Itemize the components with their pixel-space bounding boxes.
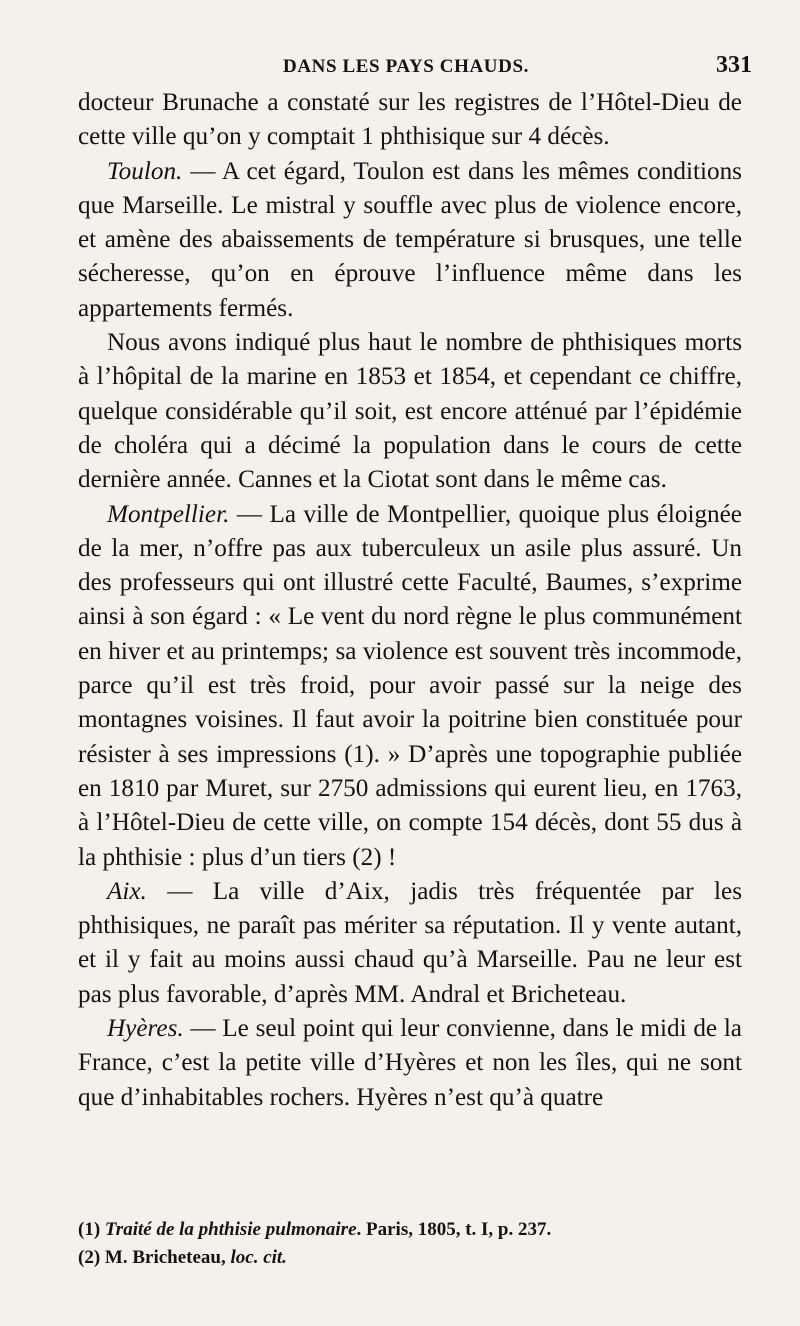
footnote-2-mark: (2) (78, 1247, 101, 1268)
footnote-1-title: Traité de la phthisie pulmonaire (104, 1219, 357, 1240)
footnote-1-mark: (1) (78, 1219, 101, 1240)
paragraph-montpellier-text: — La ville de Montpellier, quoique plus éloignée de la mer, n’offre pas aux tuberculeux un asile plus assuré. Un des professeurs qui ont illustré cette Faculté, Baumes, s’exprime ainsi à son égard : « Le vent du nord règne le plus communément en hiver et au printemps; sa violence est souvent très incommode, parce qu’il est très froid, pour avoir passé sur la neige des montagnes voisines. Il faut avoir la poitrine bien constituée pour résister à ses impressions (1). » D’après une topographie publiée en 1810 par Muret, sur 2750 admissions qui eurent lieu, en 1763, à l’Hôtel-Dieu de cette ville, on compte 154 décès, dont 55 dus à la phthisie : plus d’un tiers (2) ! (78, 500, 742, 871)
place-heading-hyeres: Hyères. (106, 1015, 184, 1043)
running-head (60, 48, 752, 82)
paragraph-hyeres-text: — Le seul point qui leur convienne, dans le midi de la France, c’est la petite ville d’Hyères et non les îles, qui ne sont que d’inhabitables rochers. Hyères n’est qu’à quatre (78, 1015, 742, 1111)
paragraph-phthisiques: Nous avons indiqué plus haut le nombre de phthisiques morts à l’hôpital de la marine en 1853 et 1854, et cependant ce chiffre, quelque considérable qu’il soit, est encore atténué par l’épidémie de choléra qui a décimé la population dans le cours de cette dernière année. Cannes et la Ciotat sont dans le même cas. (78, 329, 742, 494)
running-title: DANS LES PAYS CHAUDS. (283, 56, 529, 77)
place-heading-toulon: Toulon. (106, 157, 183, 185)
place-heading-aix: Aix. (106, 877, 147, 905)
footnote-1-rest: . Paris, 1805, t. I, p. 237. (356, 1219, 552, 1240)
paragraph-hyeres (78, 1012, 742, 1115)
paragraph-aix (78, 875, 742, 1012)
paragraph-continuation: docteur Brunache a constaté sur les registres de l’Hôtel-Dieu de cette ville qu’on y comptait 1 phthisique sur 4 décès. (78, 89, 742, 151)
body-text (78, 86, 742, 1115)
footnote-1 (78, 1216, 742, 1244)
footnote-2-author: M. Bricheteau, (104, 1247, 226, 1268)
footnotes (78, 1216, 742, 1272)
footnote-2-ref: loc. cit. (230, 1247, 287, 1268)
page-number: 331 (716, 52, 752, 78)
paragraph-aix-text: — La ville d’Aix, jadis très fréquentée par les phthisiques, ne paraît pas mériter sa réputation. Il y vente autant, et il y fait au moins aussi chaud qu’à Marseille. Pau ne leur est pas plus favorable, d’après MM. Andral et Bricheteau. (78, 877, 742, 1008)
footnote-2 (78, 1244, 742, 1272)
place-heading-montpellier: Montpellier. (106, 500, 230, 528)
paragraph-toulon (78, 155, 742, 326)
paragraph-toulon-text: — A cet égard, Toulon est dans les mêmes conditions que Marseille. Le mistral y souffle avec plus de violence encore, et amène des abaissements de température si brusques, une telle sécheresse, qu’on en éprouve l’influence même dans les appartements fermés. (78, 157, 742, 322)
paragraph-montpellier (78, 498, 742, 875)
